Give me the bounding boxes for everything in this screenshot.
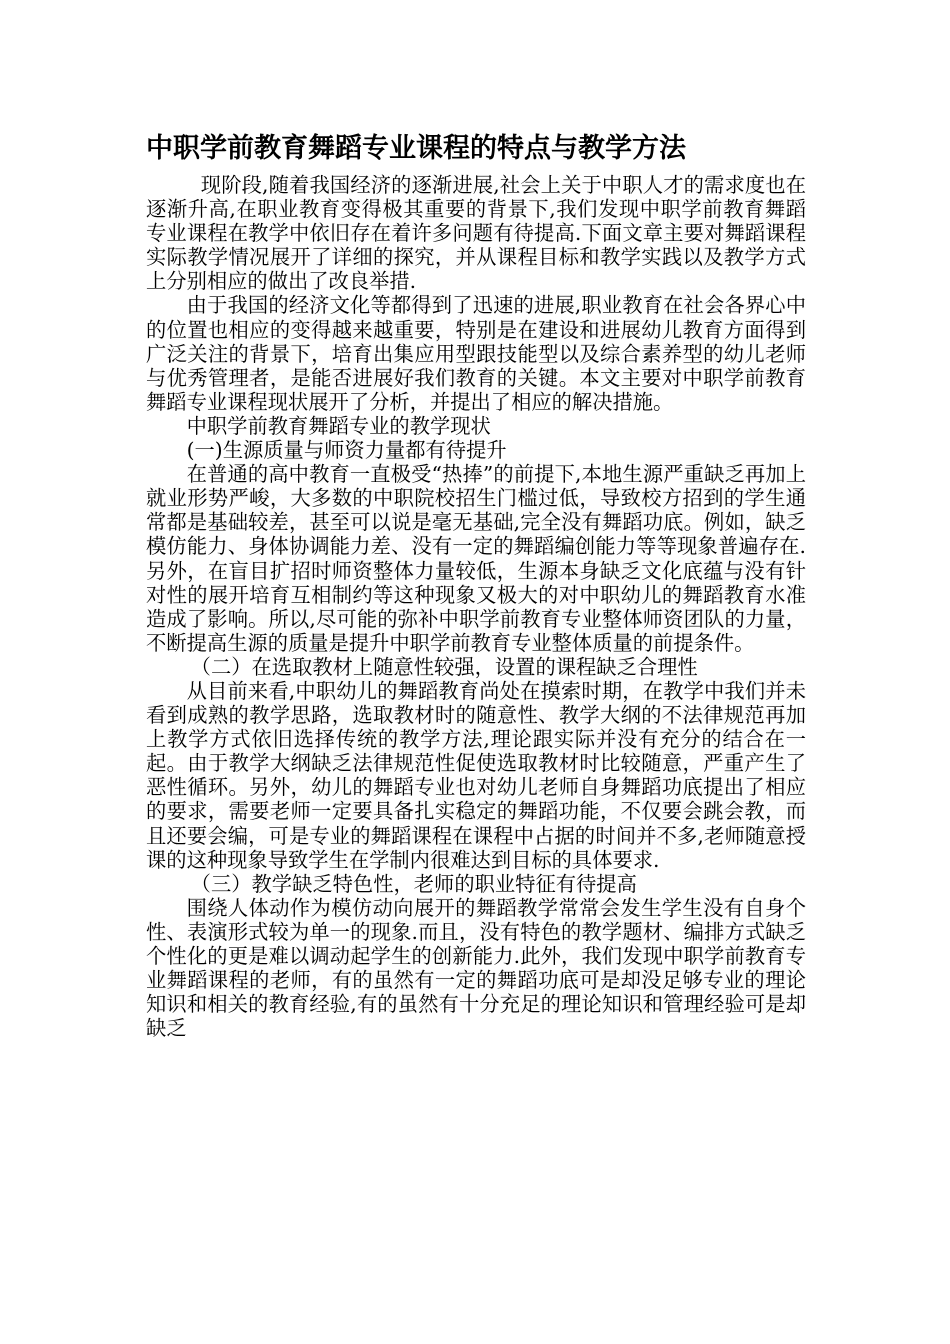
subheading-2: （二）在选取教材上随意性较强，设置的课程缺乏合理性	[190, 654, 698, 679]
paragraph-sub3: 围绕人体动作为模仿动向展开的舞蹈教学常常会发生学生没有自身个性、表演形式较为单一的现象.而且，没有特色的教学题材、编排方式缺乏个性化的更是难以调动起学生的创新能力.此外，我们发现中职学前教育专业舞蹈课程的老师，有的虽然有一定的舞蹈功底可是却没足够专业的理论知识和相关的教育经验,有的虽然有十分充足的理论知识和管理经验可是却缺乏	[146, 895, 806, 1041]
paragraph-sub1: 在普通的高中教育一直极受“热捧”的前提下,本地生源严重缺乏再加上就业形势严峻，大多数的中职院校招生门槛过低，导致校方招到的学生通常都是基础较差，甚至可以说是毫无基础,完全没有舞蹈功底。例如，缺乏模仿能力、身体协调能力差、没有一定的舞蹈编创能力等等现象普遍存在.另外，在盲目扩招时师资整体力量较低，生源本身缺乏文化底蕴与没有针对性的展开培育互相制约等这种现象又极大的对中职幼儿的舞蹈教育水准造成了影响。所以,尽可能的弥补中职学前教育专业整体师资团队的力量，不断提高生源的质量是提升中职学前教育专业整体质量的前提条件。	[146, 462, 806, 655]
document-page	[146, 127, 806, 1040]
paragraph-intro: 现阶段,随着我国经济的逐渐进展,社会上关于中职人才的需求度也在逐渐升高,在职业教育变得极其重要的背景下,我们发现中职学前教育舞蹈专业课程在教学中依旧存在着许多问题有待提高.下面文章主要对舞蹈课程实际教学情况展开了详细的探究，并从课程目标和教学实践以及教学方式上分别相应的做出了改良举措.	[146, 173, 806, 294]
subheading-3: （三）教学缺乏特色性，老师的职业特征有待提高	[190, 871, 637, 896]
document-title: 中职学前教育舞蹈专业课程的特点与教学方法	[146, 133, 686, 164]
document-body	[146, 173, 806, 1040]
subheading-1: (一)生源质量与师资力量都有待提升	[186, 438, 507, 463]
section-heading-status: 中职学前教育舞蹈专业的教学现状	[186, 413, 491, 438]
paragraph-sub2: 从目前来看,中职幼儿的舞蹈教育尚处在摸索时期，在教学中我们并未看到成熟的教学思路，选取教材时的随意性、教学大纲的不法律规范再加上教学方式依旧选择传统的教学方法,理论跟实际并没有充分的结合在一起。由于教学大纲缺乏法律规范性促使选取教材时比较随意，严重产生了恶性循环。另外，幼儿的舞蹈专业也对幼儿老师自身舞蹈功底提出了相应的要求，需要老师一定要具备扎实稳定的舞蹈功能，不仅要会跳会教，而且还要会编，可是专业的舞蹈课程在课程中占据的时间并不多,老师随意授课的这种现象导致学生在学制内很难达到目标的具体要求.	[146, 678, 806, 872]
paragraph-background: 由于我国的经济文化等都得到了迅速的进展,职业教育在社会各界心中的位置也相应的变得越来越重要，特别是在建设和进展幼儿教育方面得到广泛关注的背景下，培育出集应用型跟技能型以及综合素养型的幼儿老师与优秀管理者，是能否进展好我们教育的关键。本文主要对中职学前教育舞蹈专业课程现状展开了分析，并提出了相应的解决措施。	[146, 293, 806, 414]
